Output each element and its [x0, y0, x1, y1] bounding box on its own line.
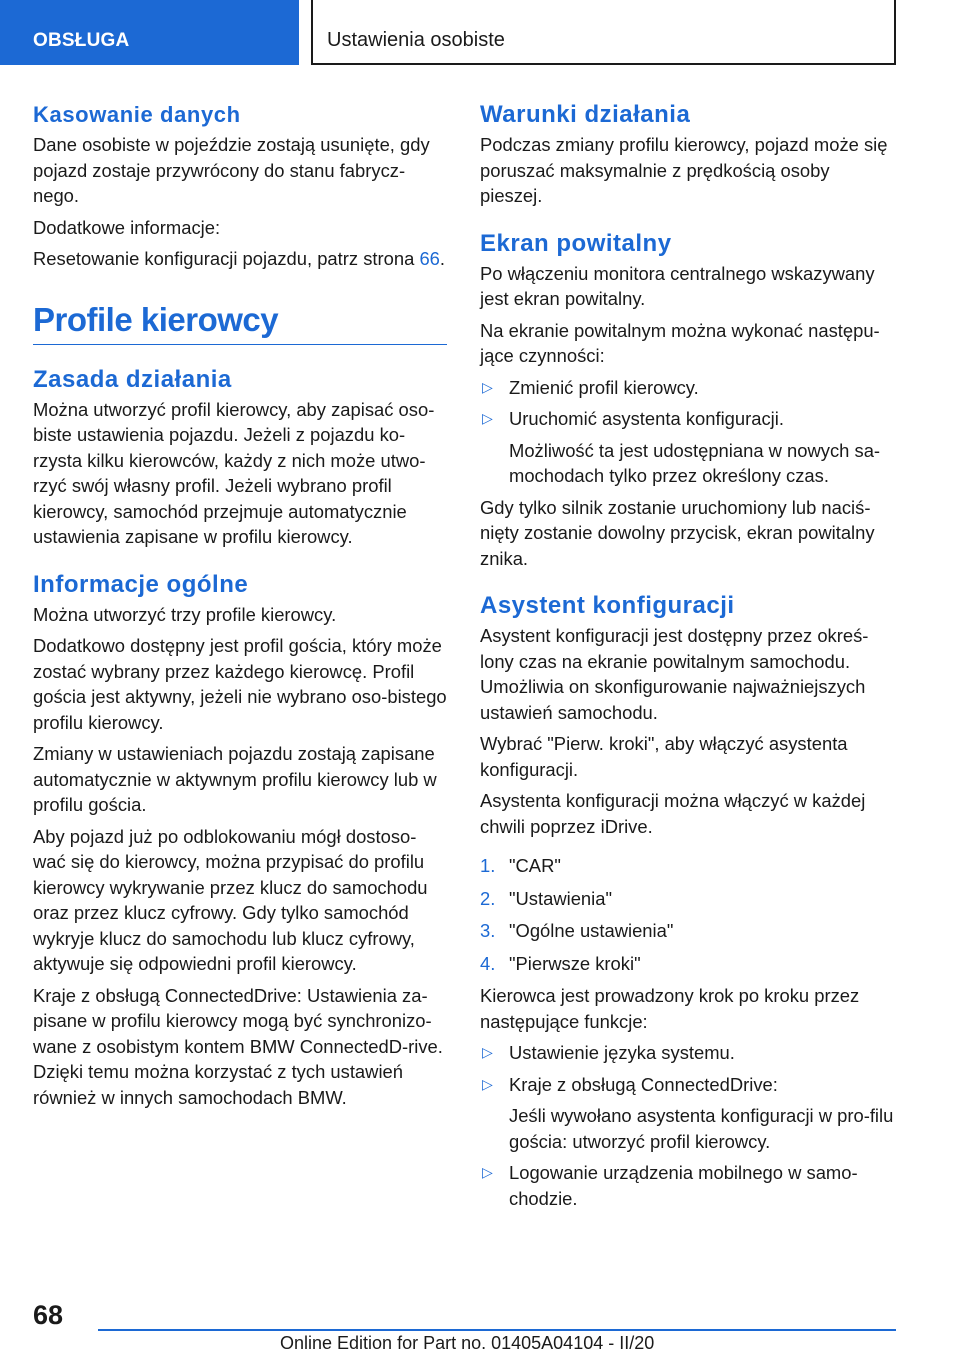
list-item-note: Jeśli wywołano asystenta konfiguracji w pro-filu gościa: utworzyć profil kierowcy. — [509, 1105, 894, 1152]
paragraph: Na ekranie powitalnym można wykonać następu-jące czynności: — [480, 319, 880, 366]
list-item — [480, 406, 896, 432]
paragraph: Asystenta konfiguracji można włączyć w każdej chwili poprzez iDrive. — [480, 790, 866, 837]
paragraph: Kraje z obsługą ConnectedDrive: Ustawienia za-pisane w profilu kierowcy mogą być synchronizo-wane z osobistym kontem BMW ConnectedD-rive. Dzięki temu można korzystać z tych ustawień również w innych samochodach BMW. — [33, 984, 443, 1108]
heading-zasada: Zasada działania — [33, 365, 232, 393]
list-item-text: Zmienić profil kierowcy. — [509, 376, 699, 398]
numbered-step — [480, 918, 896, 944]
footer-divider — [98, 1329, 896, 1331]
heading-kasowanie: Kasowanie danych — [33, 102, 241, 127]
paragraph-text: Resetowanie konfiguracji pojazdu, patrz strona — [33, 248, 415, 269]
step-text: "CAR" — [509, 855, 561, 876]
heading-informacje: Informacje ogólne — [33, 570, 249, 598]
heading-profile-kierowcy: Profile kierowcy — [33, 300, 447, 345]
edition-note: Online Edition for Part no. 01405A04104 - II/20 — [280, 1333, 655, 1353]
heading-warunki: Warunki działania — [480, 101, 691, 128]
triangle-bullet-icon: ▷ — [482, 378, 493, 395]
paragraph: Aby pojazd już po odblokowaniu mógł dostoso-wać się do kierowcy, można przypisać do profilu kierowcy wykrywanie przez klucz do samochodu oraz przez klucz cyfrowy. Gdy tylko samochód wykryje klucz do samochodu lub klucz cyfrowy, aktywuje się odpowiedni profil kierowcy. — [33, 825, 428, 974]
left-column — [33, 100, 447, 1116]
section-label: OBSŁUGA — [33, 30, 130, 51]
triangle-bullet-icon: ▷ — [482, 1044, 493, 1060]
paragraph: Dane osobiste w pojeździe zostają usunięte, gdy pojazd zostaje przywrócony do stanu fabrycz-nego. — [33, 134, 430, 206]
paragraph: Dodatkowo dostępny jest profil gościa, który może zostać wybrany przez każdego kierowcę. Profil gościa jest aktywny, jeżeli nie wybrano oso-bistego profilu kierowcy. — [33, 635, 447, 733]
section-tab — [0, 0, 299, 65]
paragraph: Dodatkowe informacje: — [33, 216, 221, 238]
period: . — [439, 248, 446, 269]
paragraph: Zmiany w ustawieniach pojazdu zostają zapisane automatycznie w aktywnym profilu kierowcy lub w profilu gościa. — [33, 743, 437, 815]
list-item-text: Logowanie urządzenia mobilnego w samo-chodzie. — [509, 1162, 858, 1209]
page-link[interactable]: 66 — [419, 248, 440, 269]
list-item — [480, 1072, 896, 1098]
step-text: "Ustawienia" — [509, 887, 613, 909]
step-number: 1. — [480, 855, 496, 876]
chapter-title: Ustawienia osobiste — [327, 29, 505, 51]
list-item — [480, 1160, 896, 1211]
heading-ekran: Ekran powitalny — [480, 229, 672, 257]
step-number: 2. — [480, 887, 496, 909]
step-text: "Ogólne ustawienia" — [509, 920, 674, 941]
numbered-step — [480, 853, 896, 879]
right-column — [480, 100, 896, 1217]
paragraph: Po włączeniu monitora centralnego wskazywany jest ekran powitalny. — [480, 262, 875, 309]
step-number: 3. — [480, 920, 496, 941]
numbered-step — [480, 951, 896, 977]
list-item — [480, 375, 896, 401]
page-number: 68 — [33, 1300, 64, 1330]
paragraph: Można utworzyć trzy profile kierowcy. — [33, 603, 337, 625]
paragraph: Gdy tylko silnik zostanie uruchomiony lub naciś-nięty zostanie dowolny przycisk, ekran powitalny znika. — [480, 496, 875, 569]
list-item-text: Uruchomić asystenta konfiguracji. — [509, 408, 784, 429]
paragraph: Wybrać "Pierw. kroki", aby włączyć asystenta konfiguracji. — [480, 733, 848, 780]
heading-asystent: Asystent konfiguracji — [480, 592, 735, 619]
list-item-text: Kraje z obsługą ConnectedDrive: — [509, 1073, 778, 1095]
list-item-text: Ustawienie języka systemu. — [509, 1042, 735, 1063]
list-item — [480, 1040, 896, 1066]
paragraph: Kierowca jest prowadzony krok po kroku przez następujące funkcje: — [480, 985, 860, 1032]
triangle-bullet-icon: ▷ — [482, 1075, 493, 1092]
list-item-note: Możliwość ta jest udostępniana w nowych sa-mochodach tylko przez określony czas. — [509, 439, 881, 486]
paragraph: Można utworzyć profil kierowcy, aby zapisać oso-biste ustawienia pojazdu. Jeżeli z pojazdu ko-rzysta kilku kierowców, każdy z nich może utwo-rzyć swój własny profil. Jeżeli wybrano profil kierowcy, samochód przejmuje automatycznie ustawienia zapisane w profilu kierowcy. — [33, 398, 435, 547]
triangle-bullet-icon: ▷ — [482, 1164, 493, 1180]
triangle-bullet-icon: ▷ — [482, 410, 493, 426]
paragraph: Asystent konfiguracji jest dostępny przez okreś-lony czas na ekranie powitalnym samochodu. Umożliwia on skonfigurowanie najważniejszych ustawień samochodu. — [480, 625, 869, 723]
paragraph-with-link — [33, 246, 447, 272]
step-text: "Pierwsze kroki" — [509, 952, 641, 974]
paragraph: Podczas zmiany profilu kierowcy, pojazd może się poruszać maksymalnie z prędkością osoby pieszej. — [480, 134, 888, 206]
chapter-header — [311, 0, 896, 65]
numbered-step — [480, 886, 896, 912]
step-number: 4. — [480, 952, 496, 974]
